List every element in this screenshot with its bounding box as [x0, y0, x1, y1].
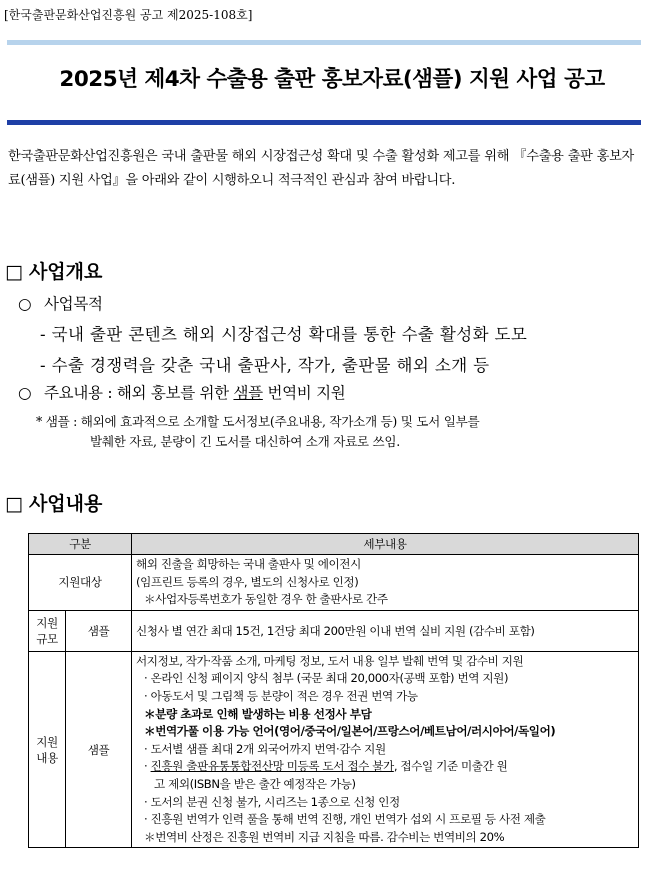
circle-bullet-icon: ○	[18, 384, 32, 402]
main-content-line: ○ 주요내용 : 해외 홍보를 위한 샘플 번역비 지원	[18, 384, 346, 402]
scale-sub-label: 샘플	[66, 610, 132, 651]
sample-definition-note: * 샘플 : 해외에 효과적으로 소개할 도서정보(주요내용, 작가소개 등) 및 도서 일부를 발췌한 자료, 분량이 긴 도서를 대신하여 소개 자료로 쓰임.	[36, 414, 480, 449]
table-row-target	[29, 555, 639, 611]
table-row-content	[29, 651, 639, 848]
intro-paragraph: 한국출판문화산업진흥원은 국내 출판물 해외 시장접근성 확대 및 수출 활성화 제고를 위해 『수출용 출판 홍보자료(샘플) 지원 사업』을 아래와 같이 시행하오니 적극적인 관심과 참여 바랍니다.	[8, 149, 634, 188]
reject-condition: · 진흥원 출판유통통합전산망 미등록 도서 접수 불가, 접수일 기준 미출간 원	[144, 759, 508, 774]
box-bullet-icon: □	[5, 493, 23, 515]
content-line: · 진흥원 번역가 인력 풀을 통해 번역 진행, 개인 번역가 섭외 시 프로필 등 사전 제출	[144, 812, 546, 827]
content-line: ＊분량 초과로 인해 발생하는 비용 선정사 부담	[144, 706, 372, 721]
content-line: · 아동도서 및 그림책 등 분량이 적은 경우 전권 번역 가능	[144, 688, 418, 703]
box-bullet-icon: □	[5, 261, 23, 283]
content-line: · 온라인 신청 페이지 양식 첨부 (국문 최대 20,000자(공백 포함) 번역 지원)	[144, 671, 509, 686]
content-sub-label: 샘플	[66, 651, 132, 848]
page-title: 2025년 제4차 수출용 출판 홍보자료(샘플) 지원 사업 공고	[59, 67, 605, 92]
purpose-label: ○ 사업목적	[18, 295, 103, 313]
content-list	[136, 794, 634, 847]
purpose-item: - 국내 출판 콘텐츠 해외 시장접근성 확대를 통한 수출 활성화 도모	[40, 325, 528, 344]
program-details-table	[28, 533, 639, 848]
title-top-rule	[7, 40, 641, 45]
notice-number: [한국출판문화산업진흥원 공고 제2025-108호]	[4, 8, 253, 22]
header-details: 세부내용	[132, 534, 639, 555]
circle-bullet-icon: ○	[18, 295, 32, 313]
scale-label: 지원 규모	[29, 610, 66, 651]
section-heading-content: □ 사업내용	[5, 493, 103, 515]
header-category: 구분	[29, 534, 132, 555]
table-header-row	[29, 534, 639, 555]
content-line: ＊번역비 산정은 진흥원 번역비 지급 지침을 따름. 감수비는 번역비의 20%	[144, 829, 505, 844]
target-details: 해외 진출을 희망하는 국내 출판사 및 에이전시 (임프린트 등록의 경우, 별도의 신청사로 인정) ＊사업자등록번호가 동일한 경우 한 출판사로 간주	[132, 555, 639, 611]
title-bottom-rule	[7, 120, 641, 125]
section-heading-overview: □ 사업개요	[5, 261, 103, 283]
purpose-item: - 수출 경쟁력을 갖춘 국내 출판사, 작가, 출판물 해외 소개 등	[40, 356, 490, 375]
content-label: 지원 내용	[29, 651, 66, 848]
content-line: · 도서별 샘플 최대 2개 외국어까지 번역·감수 지원	[144, 741, 386, 756]
table-row-scale	[29, 610, 639, 651]
content-line: ＊번역가풀 이용 가능 언어(영어/중국어/일본어/프랑스어/베트남어/러시아어/독일어)	[144, 724, 556, 739]
content-list	[136, 653, 634, 759]
reject-condition-cont: 고 제외(ISBN을 받은 출간 예정작은 가능)	[154, 776, 356, 791]
content-line: 서지정보, 작가·작품 소개, 마케팅 정보, 도서 내용 일부 발췌 번역 및 감수비 지원	[136, 653, 524, 668]
scale-details: 신청사 별 연간 최대 15건, 1건당 최대 200만원 이내 번역 실비 지원 (감수비 포함)	[132, 610, 639, 651]
content-details	[132, 651, 639, 848]
target-label: 지원대상	[29, 555, 132, 611]
content-line: · 도서의 분권 신청 불가, 시리즈는 1종으로 신청 인정	[144, 794, 400, 809]
